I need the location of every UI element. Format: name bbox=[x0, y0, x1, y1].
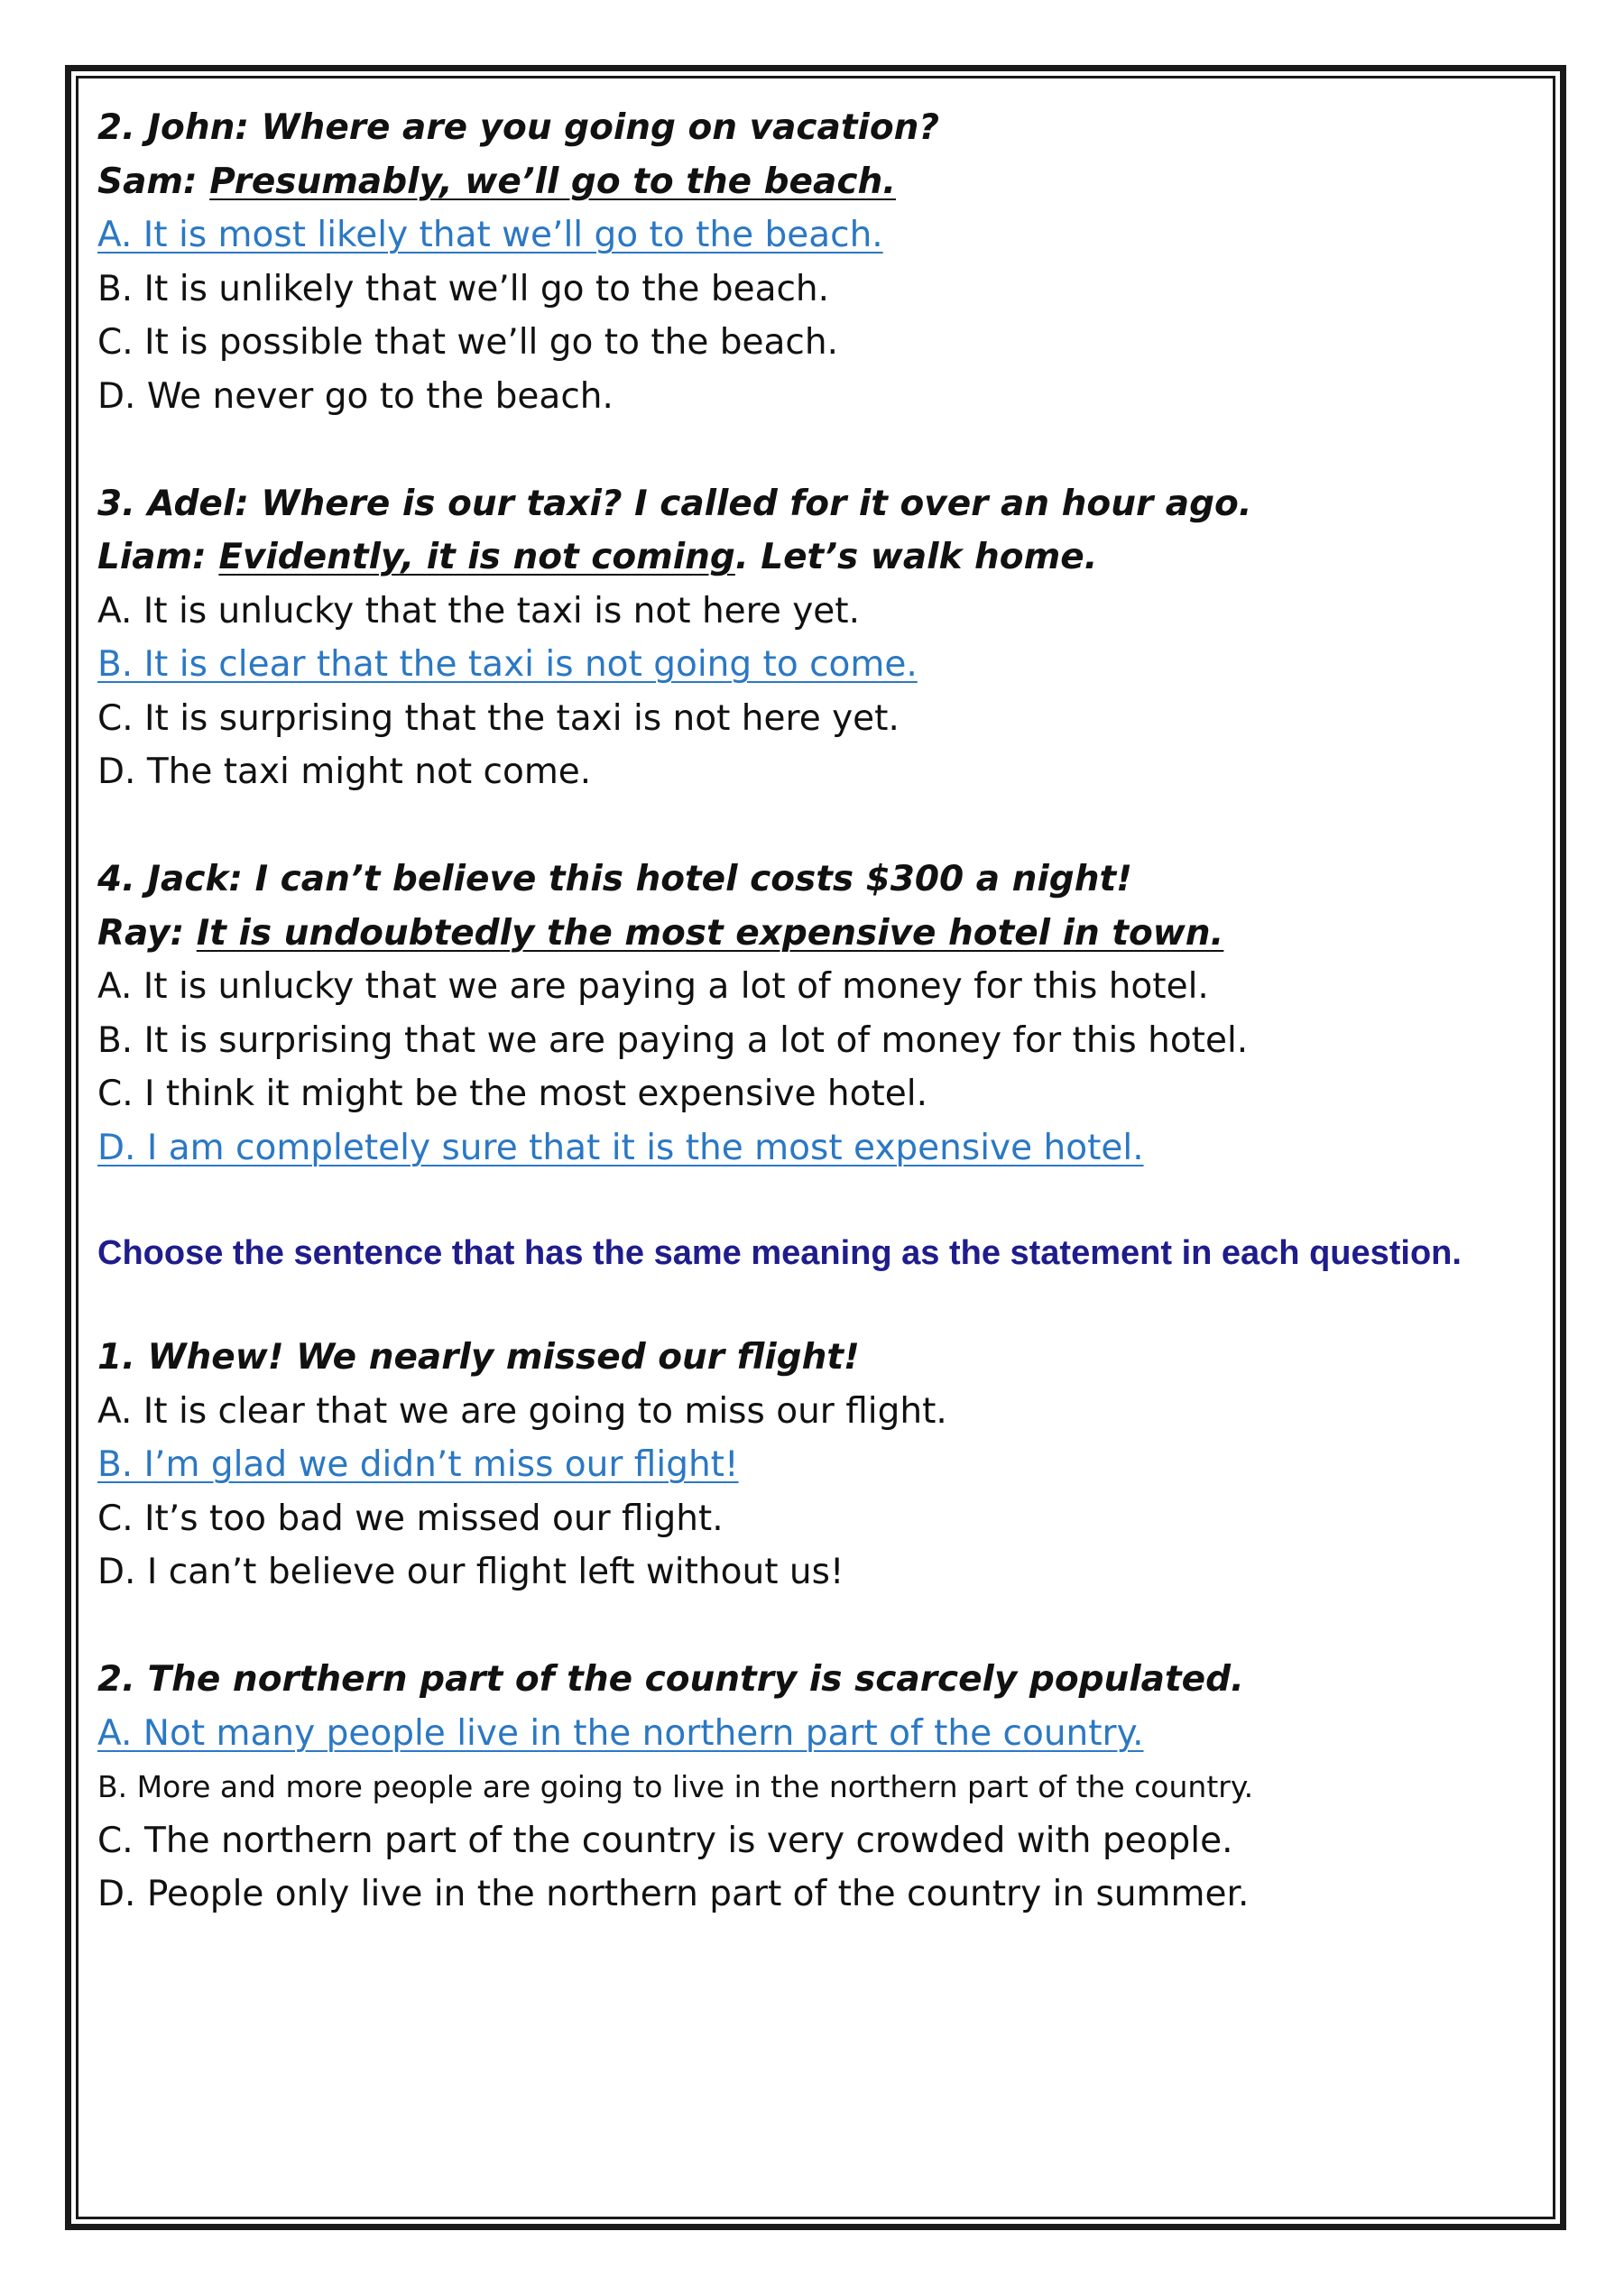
answer-option: D. We never go to the beach. bbox=[97, 375, 614, 417]
response-line bbox=[97, 530, 1505, 585]
question-prompt: 4. Jack: I can’t believe this hotel costs $300 a night! bbox=[97, 859, 1132, 899]
underlined-statement: Evidently, it is not coming bbox=[218, 537, 735, 577]
underlined-statement: Presumably, we’ll go to the beach. bbox=[209, 161, 897, 202]
speaker-label: Liam: bbox=[97, 537, 219, 577]
question-prompt: 2. John: Where are you going on vacation? bbox=[97, 107, 940, 148]
answer-option: D. People only live in the northern part of the country in summer. bbox=[97, 1874, 1250, 1914]
question-prompt: 1. Whew! We nearly missed our flight! bbox=[97, 1337, 860, 1378]
correct-answer-option: A. It is most likely that we’ll go to the beach. bbox=[97, 215, 883, 255]
section-instruction: Choose the sentence that has the same meaning as the statement in each question. bbox=[97, 1233, 1462, 1272]
answer-option: A. It is unlucky that the taxi is not here yet. bbox=[97, 590, 860, 632]
correct-answer-option: B. It is clear that the taxi is not going to come. bbox=[97, 644, 918, 685]
answer-option: C. The northern part of the country is very crowded with people. bbox=[97, 1820, 1233, 1861]
correct-answer-option: A. Not many people live in the northern part of the country. bbox=[97, 1712, 1144, 1754]
answer-option: A. It is unlucky that we are paying a lot of money for this hotel. bbox=[97, 966, 1209, 1007]
answer-option: C. It’s too bad we missed our flight. bbox=[97, 1498, 724, 1539]
answer-option: C. It is surprising that the taxi is not here yet. bbox=[97, 697, 900, 739]
answer-option: C. It is possible that we’ll go to the beach. bbox=[97, 322, 838, 363]
answer-option: C. I think it might be the most expensive hotel. bbox=[97, 1074, 927, 1114]
question-prompt: 3. Adel: Where is our taxi? I called for it over an hour ago. bbox=[97, 483, 1252, 524]
response-line bbox=[97, 907, 1505, 961]
speaker-label: Sam: bbox=[97, 161, 210, 202]
statement-tail: . Let’s walk home. bbox=[734, 537, 1098, 577]
underlined-statement: It is undoubtedly the most expensive hotel in town. bbox=[196, 912, 1224, 954]
correct-answer-option: B. I’m glad we didn’t miss our flight! bbox=[97, 1444, 739, 1485]
response-line bbox=[97, 155, 1505, 209]
answer-option: A. It is clear that we are going to miss our flight. bbox=[97, 1390, 947, 1432]
worksheet-content bbox=[97, 101, 1505, 1922]
correct-answer-option: D. I am completely sure that it is the most expensive hotel. bbox=[97, 1127, 1144, 1168]
question-prompt: 2. The northern part of the country is scarcely populated. bbox=[97, 1659, 1244, 1700]
answer-option: B. It is surprising that we are paying a lot of money for this hotel. bbox=[97, 1019, 1249, 1061]
answer-option: B. It is unlikely that we’ll go to the beach. bbox=[97, 268, 830, 309]
answer-option: B. More and more people are going to live in the northern part of the country. bbox=[97, 1769, 1254, 1804]
answer-option: D. I can’t believe our flight left without us! bbox=[97, 1552, 844, 1592]
answer-option: D. The taxi might not come. bbox=[97, 752, 592, 792]
speaker-label: Ray: bbox=[97, 912, 197, 954]
